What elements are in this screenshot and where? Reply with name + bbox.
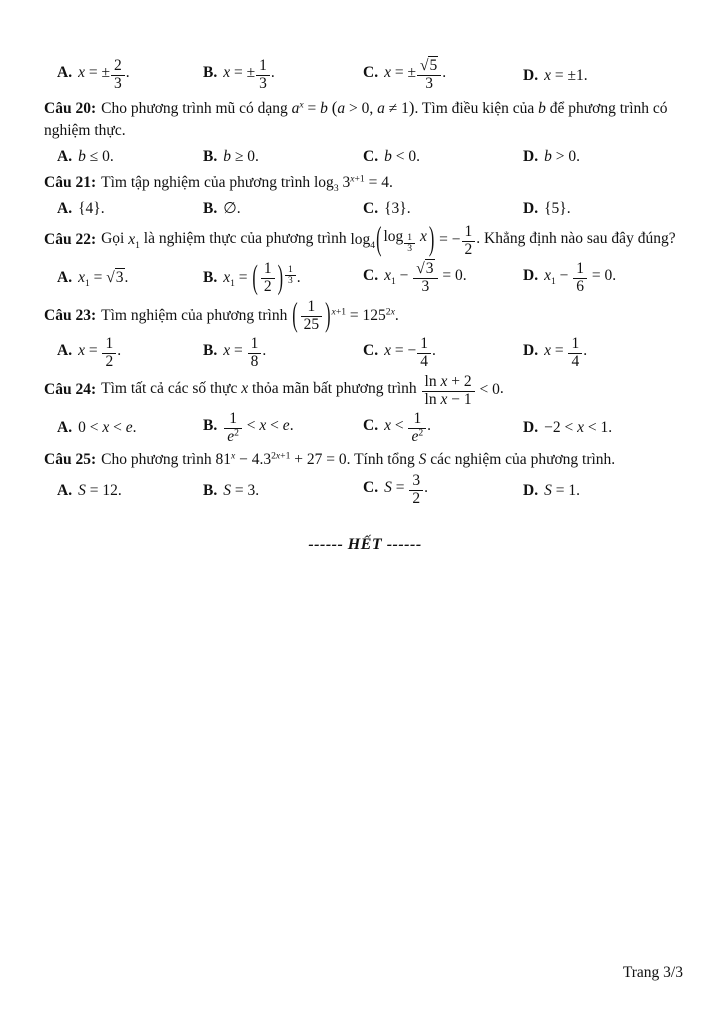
option-a (57, 268, 203, 290)
option-b (203, 199, 363, 218)
option-math: {3}. (384, 199, 411, 217)
option-letter: B. (203, 147, 218, 165)
option-letter: D. (523, 66, 539, 84)
option-letter: D. (523, 267, 539, 285)
option-b (203, 261, 363, 295)
option-letter: C. (363, 147, 379, 165)
option-a (57, 147, 203, 166)
question-22-block (44, 220, 686, 297)
option-letter: B. (203, 481, 218, 499)
option-math: S = 1. (544, 481, 580, 499)
option-d (523, 481, 686, 500)
option-letter: C. (363, 267, 379, 285)
option-d (523, 66, 686, 85)
option-b (203, 336, 363, 370)
option-math: {4}. (78, 199, 105, 217)
option-math: b ≥ 0. (223, 147, 259, 165)
option-c (363, 336, 523, 370)
question-24-block (44, 374, 686, 445)
question-20-block (44, 96, 686, 168)
question-25-body: Cho phương trình $81^x - 4.3^{2x+1} + 27 = 0$. Tính tổng S các nghiệm của phương trình. (101, 451, 616, 469)
question-23-block (44, 299, 686, 370)
question-23-options (44, 336, 686, 370)
option-math: $\frac{1}{e^2}$ < x < e. (223, 417, 293, 434)
question-22-text (44, 220, 686, 259)
question-21-text (44, 172, 686, 194)
option-letter: A. (57, 481, 73, 499)
option-letter: B. (203, 199, 218, 217)
question-25-text (44, 449, 686, 471)
option-math: {5}. (544, 199, 571, 217)
option-a (57, 199, 203, 218)
page-number: Trang 3/3 (622, 964, 683, 981)
option-math: b < 0. (384, 147, 420, 165)
option-d (523, 418, 686, 437)
option-letter: A. (57, 342, 73, 360)
question-22-body: Gọi $x_1$ là nghiệm thực của phương trình $\log_4$ ( log $_{\frac{1}{3}}$ x ) = − $\frac{1}{2}$ . Khẳng định nào sau đây đúng? (101, 220, 676, 259)
option-math: $x_1 = √3$. (78, 269, 129, 290)
option-math: x = $\frac{1}{4}$ . (544, 334, 588, 370)
option-letter: A. (57, 147, 73, 165)
option-letter: B. (203, 417, 218, 435)
option-c (363, 147, 523, 166)
option-d (523, 261, 686, 295)
question-20-text (44, 96, 686, 142)
option-b (203, 411, 363, 445)
option-letter: B. (203, 342, 218, 360)
option-math: x = ± $\frac{√5}{3}$ . (384, 57, 447, 92)
option-math: −2 < x < 1. (544, 419, 613, 437)
option-a (57, 418, 203, 437)
option-letter: D. (523, 342, 539, 360)
option-a (57, 336, 203, 370)
option-letter: A. (57, 269, 73, 287)
question-20-body: Cho phương trình mũ có dạng $a^x = b$ (a > 0, a ≠ 1). Tìm điều kiện của b để phương trình có nghiệm thực. (44, 98, 668, 140)
option-c (363, 261, 523, 295)
option-c (363, 473, 523, 507)
option-math: S = 12. (78, 481, 122, 499)
option-d (523, 147, 686, 166)
question-25-block (44, 449, 686, 507)
question-25-options (44, 473, 686, 507)
option-math: x = ± $\frac{1}{3}$ . (223, 57, 275, 92)
question-24-options (44, 411, 686, 445)
page-content (44, 56, 686, 554)
question-21-body: Tìm tập nghiệm của phương trình $\log_3 3^{x+1} = 4$. (101, 174, 393, 195)
option-letter: B. (203, 64, 218, 82)
option-math: x = ± $\frac{2}{3}$ . (78, 57, 130, 92)
question-21-label: Câu 21: (44, 174, 97, 192)
question-24-label: Câu 24: (44, 380, 97, 398)
question-21-options (44, 196, 686, 220)
option-letter: C. (363, 342, 379, 360)
question-21-block (44, 172, 686, 220)
question-22-label: Câu 22: (44, 230, 97, 248)
option-letter: D. (523, 419, 539, 437)
option-letter: D. (523, 199, 539, 217)
option-math: b ≤ 0. (78, 147, 114, 165)
question-19-options (44, 58, 686, 92)
option-letter: C. (363, 199, 379, 217)
option-a (57, 481, 203, 500)
option-math: S = $\frac{3}{2}$ . (384, 472, 428, 508)
option-b (203, 481, 363, 500)
option-c (363, 411, 523, 445)
option-letter: B. (203, 268, 218, 286)
end-of-exam-marker: ------ HẾT ------ (308, 535, 422, 553)
option-b (203, 58, 363, 92)
option-math: $x_1$ − $\frac{√3}{3}$ = 0. (384, 259, 467, 295)
question-24-text (44, 374, 686, 408)
option-d (523, 336, 686, 370)
option-math: x < $\frac{1}{e^2}$ . (384, 409, 432, 445)
question-23-label: Câu 23: (44, 307, 97, 325)
option-letter: D. (523, 481, 539, 499)
option-math: $x_1$ = ( $\frac{1}{2}$ ) $^{\frac{1}{3}}$ . (223, 259, 301, 297)
option-a (57, 58, 203, 92)
question-23-text (44, 299, 686, 333)
question-23-body: Tìm nghiệm của phương trình ( $\frac{1}{25}$ ) $^{x+1} = 125^{2x}$. (101, 297, 399, 334)
option-letter: C. (363, 479, 379, 497)
option-math: 0 < x < e. (78, 419, 137, 437)
option-math: b > 0. (544, 147, 580, 165)
option-b (203, 147, 363, 166)
option-math: ∅. (223, 199, 241, 217)
option-letter: D. (523, 147, 539, 165)
question-22-options (44, 261, 686, 295)
option-letter: C. (363, 64, 379, 82)
question-20-options (44, 144, 686, 168)
option-letter: A. (57, 199, 73, 217)
option-math: x = $\frac{1}{2}$ . (78, 334, 122, 370)
option-letter: A. (57, 64, 73, 82)
option-d (523, 199, 686, 218)
question-24-body: Tìm tất cả các số thực x thỏa mãn bất phương trình $\frac{\text{ln x + 2}}{\text{ln x − 1}}$ < 0. (101, 373, 504, 409)
option-c (363, 58, 523, 92)
option-letter: A. (57, 419, 73, 437)
option-math: $x_1$ − $\frac{1}{6}$ = 0. (544, 259, 617, 295)
option-math: x = ±1. (544, 66, 588, 84)
option-math: S = 3. (223, 481, 260, 499)
option-math: x = $\frac{1}{8}$ . (223, 334, 267, 370)
question-25-label: Câu 25: (44, 451, 97, 469)
question-20-label: Câu 20: (44, 100, 97, 118)
option-math: x = − $\frac{1}{4}$ . (384, 334, 436, 370)
option-letter: C. (363, 417, 379, 435)
option-c (363, 199, 523, 218)
